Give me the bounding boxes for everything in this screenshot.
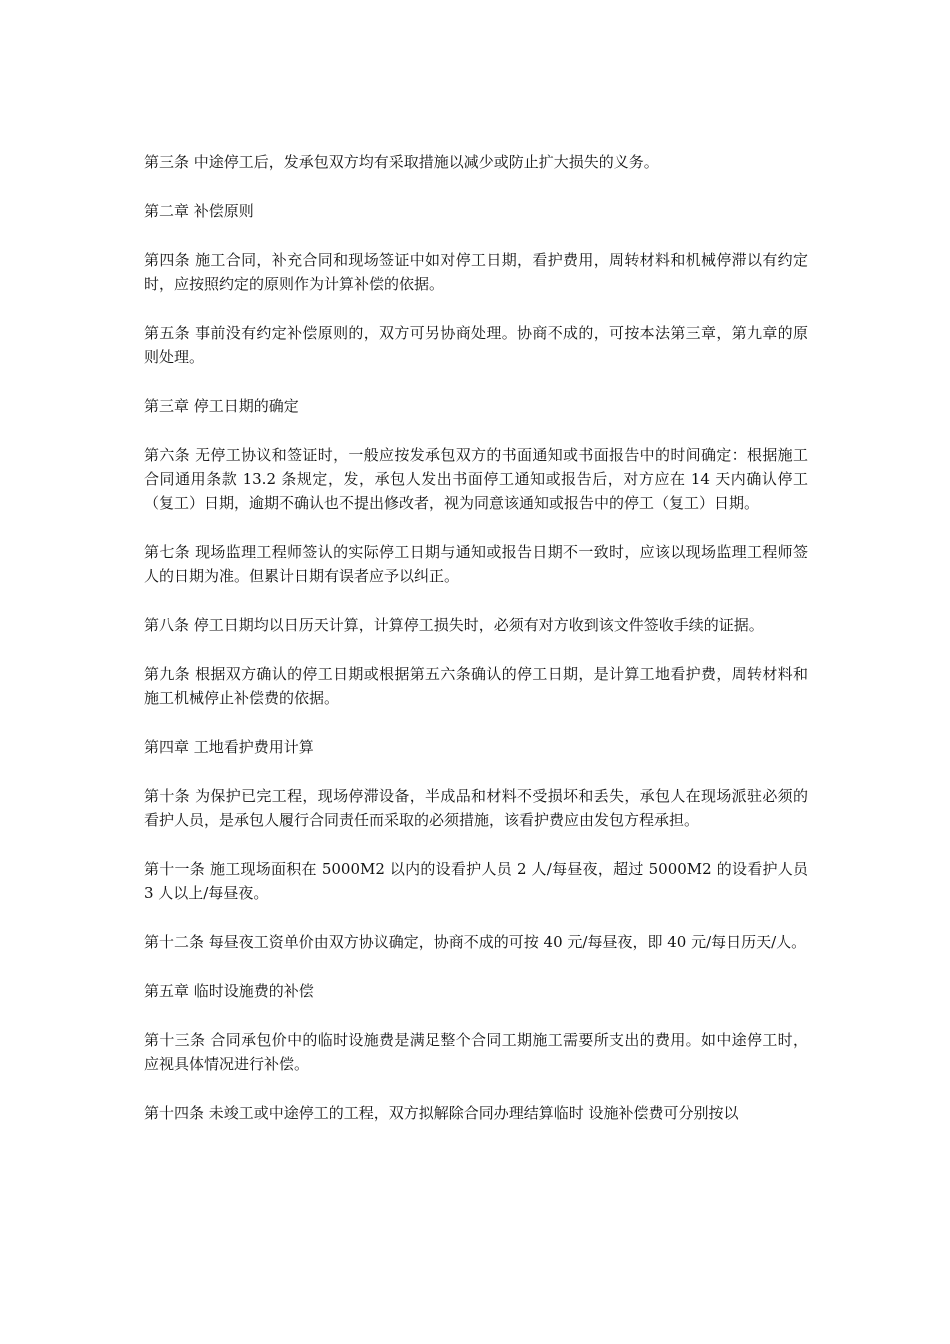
- chapter-5-heading: 第五章 临时设施费的补偿: [144, 982, 314, 1000]
- article-12: 第十二条 每昼夜工资单价由双方协议确定，协商不成的可按 40 元/每昼夜，即 40 元/每日历天/人。: [144, 933, 807, 951]
- chapter-4-heading: 第四章 工地看护费用计算: [144, 738, 314, 756]
- document-body: [144, 150, 808, 1150]
- chapter-3-heading: 第三章 停工日期的确定: [144, 397, 299, 415]
- article-11: 第十一条 施工现场面积在 5000M2 以内的设看护人员 2 人/每昼夜，超过 5000M2 的设看护人员 3 人以上/每昼夜。: [144, 860, 808, 902]
- article-14: 第十四条 未竣工或中途停工的工程，双方拟解除合同办理结算临时 设施补偿费可分别按以: [144, 1104, 739, 1122]
- article-8: 第八条 停工日期均以日历天计算，计算停工损失时，必须有对方收到该文件签收手续的证据。: [144, 616, 764, 634]
- article-4: 第四条 施工合同，补充合同和现场签证中如对停工日期，看护费用，周转材料和机械停滞以有约定时，应按照约定的原则作为计算补偿的依据。: [144, 251, 808, 293]
- article-10: 第十条 为保护已完工程，现场停滞设备，半成品和材料不受损坏和丢失，承包人在现场派驻必须的看护人员，是承包人履行合同责任而采取的必须措施，该看护费应由发包方程承担。: [144, 787, 808, 829]
- article-3: 第三条 中途停工后，发承包双方均有采取措施以减少或防止扩大损失的义务。: [144, 153, 659, 171]
- article-9: 第九条 根据双方确认的停工日期或根据第五六条确认的停工日期，是计算工地看护费，周转材料和施工机械停止补偿费的依据。: [144, 665, 808, 707]
- chapter-2-heading: 第二章 补偿原则: [144, 202, 254, 220]
- article-7: 第七条 现场监理工程师签认的实际停工日期与通知或报告日期不一致时，应该以现场监理工程师签人的日期为准。但累计日期有误者应予以纠正。: [144, 543, 808, 585]
- article-5: 第五条 事前没有约定补偿原则的，双方可另协商处理。协商不成的，可按本法第三章，第九章的原则处理。: [144, 324, 808, 366]
- article-6: 第六条 无停工协议和签证时，一般应按发承包双方的书面通知或书面报告中的时间确定：根据施工合同通用条款 13.2 条规定，发，承包人发出书面停工通知或报告后，对方应在 14 天内确认停工（复工）日期，逾期不确认也不提出修改者，视为同意该通知或报告中的停工（复工）日期。: [144, 446, 808, 512]
- article-13: 第十三条 合同承包价中的临时设施费是满足整个合同工期施工需要所支出的费用。如中途停工时，应视具体情况进行补偿。: [144, 1031, 808, 1073]
